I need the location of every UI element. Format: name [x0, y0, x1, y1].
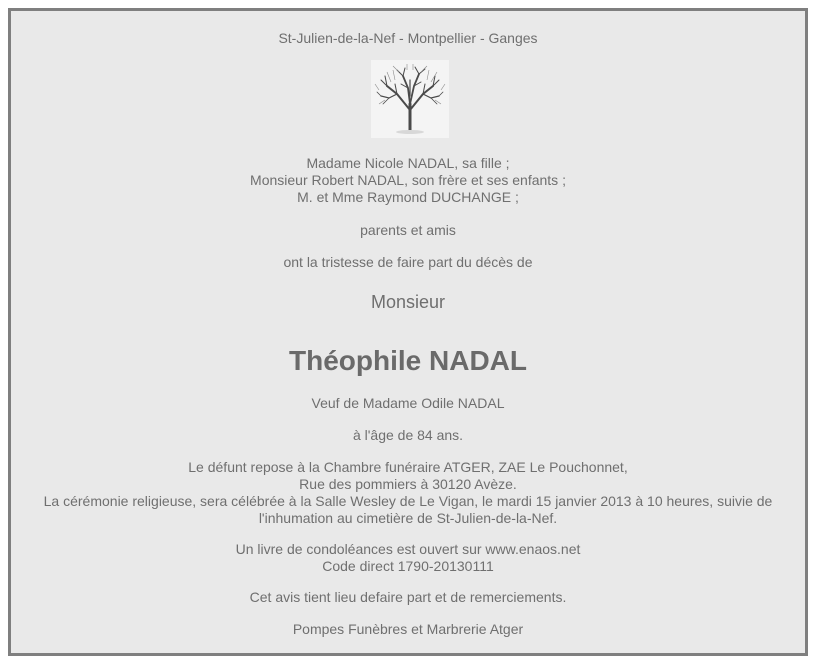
family-list: [11, 155, 805, 206]
civility-title: Monsieur: [370, 292, 446, 312]
tree-icon: [371, 60, 449, 138]
funeral-detail-line: l'inhumation au cimetière de St-Julien-de-la-Nef.: [258, 510, 558, 526]
funeral-detail-line: Rue des pommiers à 30120 Avèze.: [299, 476, 517, 492]
family-member: Madame Nicole NADAL, sa fille ;: [306, 155, 510, 171]
funeral-detail-line: La cérémonie religieuse, sera célébrée à la Salle Wesley de Le Vigan, le mardi 15 janvier 2013 à 10 heures, suivie de: [43, 493, 773, 509]
condolences-code: Code direct 1790-20130111: [322, 558, 494, 574]
condolences-line: Un livre de condoléances est ouvert sur www.enaos.net: [235, 541, 581, 557]
condolences-block: [11, 541, 805, 575]
funeral-home: Pompes Funèbres et Marbrerie Atger: [292, 621, 524, 637]
announcement-line: ont la tristesse de faire part du décès de: [283, 254, 533, 270]
age-line: à l'âge de 84 ans.: [352, 427, 464, 443]
notice-frame: [8, 8, 808, 656]
funeral-details: [11, 459, 805, 527]
parents-line: parents et amis: [360, 222, 456, 238]
deceased-name: Théophile NADAL: [289, 345, 527, 376]
widower-line: Veuf de Madame Odile NADAL: [311, 395, 505, 411]
funeral-detail-line: Le défunt repose à la Chambre funéraire ATGER, ZAE Le Pouchonnet,: [188, 459, 628, 475]
family-member: Monsieur Robert NADAL, son frère et ses enfants ;: [250, 172, 566, 188]
family-member: M. et Mme Raymond DUCHANGE ;: [297, 189, 519, 205]
notice-line: Cet avis tient lieu defaire part et de remerciements.: [249, 589, 567, 605]
locations-header: St-Julien-de-la-Nef - Montpellier - Ganges: [278, 30, 538, 46]
